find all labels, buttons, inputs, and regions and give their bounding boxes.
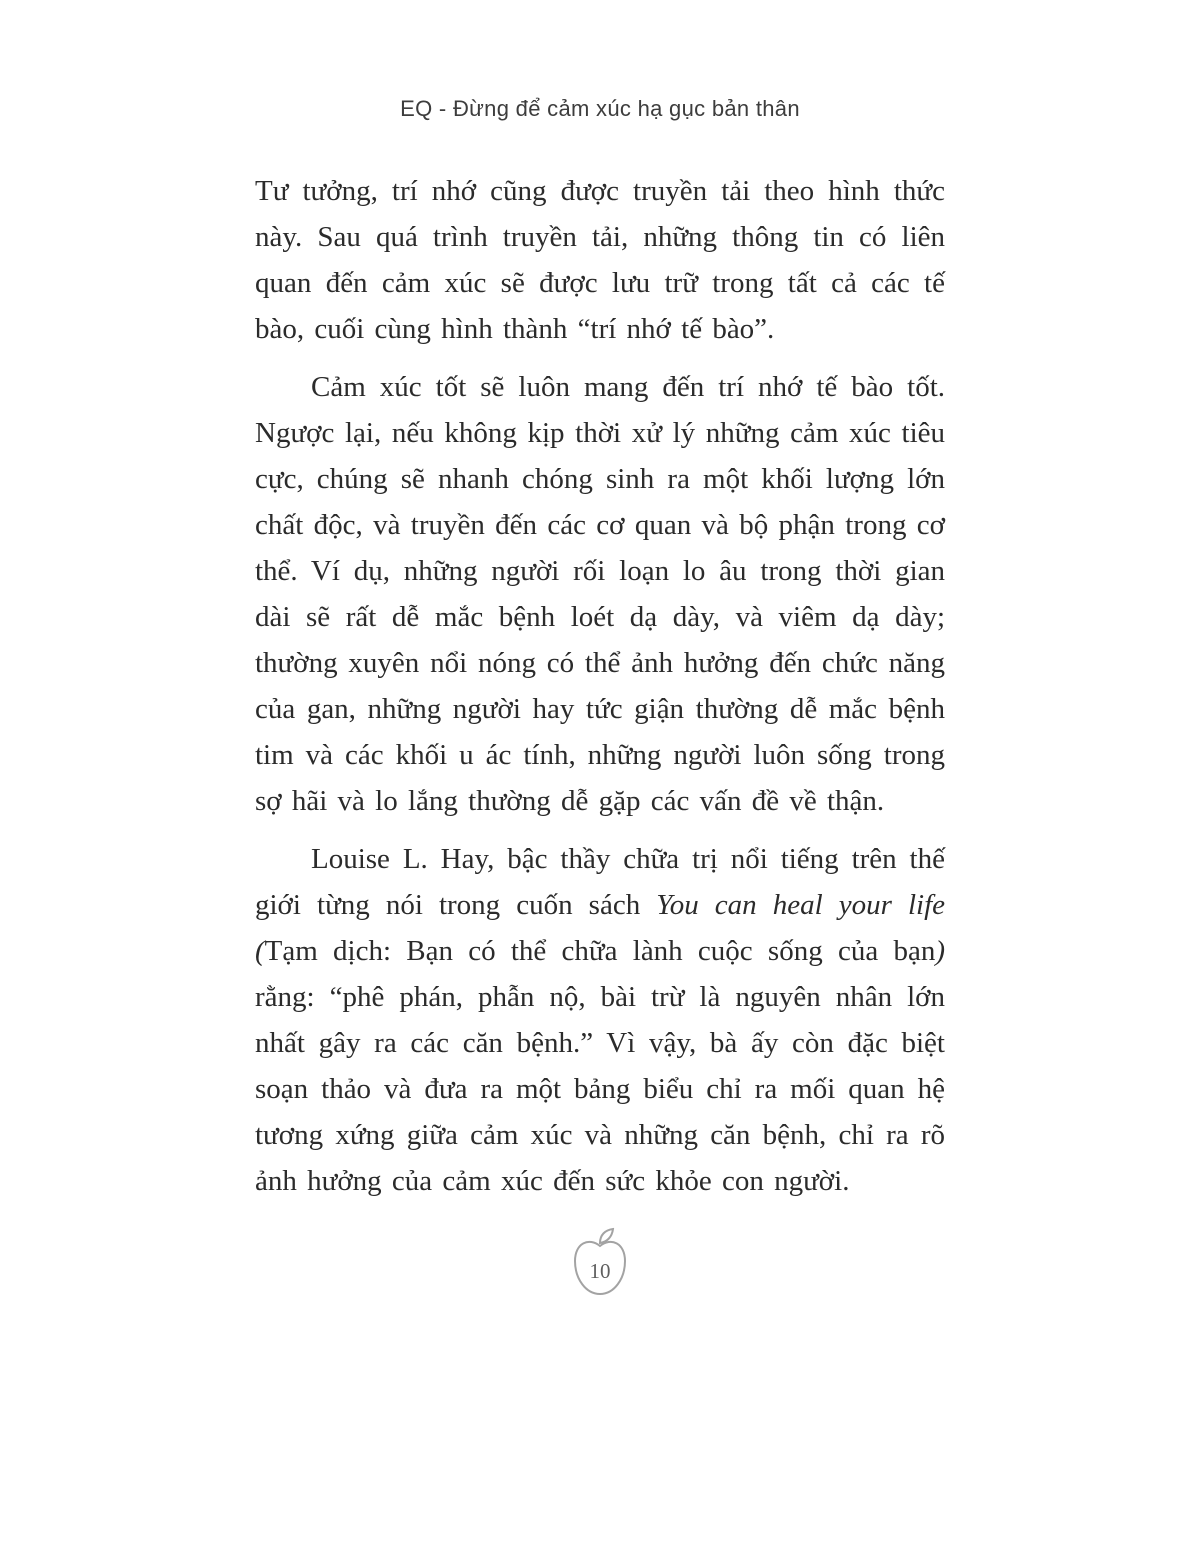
paragraph xyxy=(255,364,945,824)
page-number: 10 xyxy=(589,1259,611,1283)
body-text xyxy=(255,168,945,1204)
italic-text-run: You can heal your life ( xyxy=(255,889,945,967)
paragraph xyxy=(255,168,945,352)
paragraph xyxy=(255,836,945,1204)
text-run: Cảm xúc tốt sẽ luôn mang đến trí nhớ tế bào tốt. Ngược lại, nếu không kịp thời xử lý những cảm xúc tiêu cực, chúng sẽ nhanh chóng sinh ra một khối lượng lớn chất độc, và truyền đến các cơ quan và bộ phận trong cơ thể. Ví dụ, những người rối loạn lo âu trong thời gian dài sẽ rất dễ mắc bệnh loét dạ dày, và viêm dạ dày; thường xuyên nổi nóng có thể ảnh hưởng đến chức năng của gan, những người hay tức giận thường dễ mắc bệnh tim và các khối u ác tính, những người luôn sống trong sợ hãi và lo lắng thường dễ gặp các vấn đề về thận. xyxy=(255,371,945,817)
apple-page-number-icon xyxy=(568,1226,632,1300)
text-run: Tư tưởng, trí nhớ cũng được truyền tải theo hình thức này. Sau quá trình truyền tải, những thông tin có liên quan đến cảm xúc sẽ được lưu trữ trong tất cả các tế bào, cuối cùng hình thành “trí nhớ tế bào”. xyxy=(255,175,945,345)
text-run: Tạm dịch: Bạn có thể chữa lành cuộc sống của bạn xyxy=(264,935,936,967)
page-footer xyxy=(0,1226,1200,1300)
italic-text-run: ) xyxy=(935,935,945,967)
text-run: rằng: “phê phán, phẫn nộ, bài trừ là nguyên nhân lớn nhất gây ra các căn bệnh.” Vì vậy, bà ấy còn đặc biệt soạn thảo và đưa ra một bảng biểu chỉ ra mối quan hệ tương xứng giữa cảm xúc và những căn bệnh, chỉ ra rõ ảnh hưởng của cảm xúc đến sức khỏe con người. xyxy=(255,981,945,1197)
running-header: EQ - Đừng để cảm xúc hạ gục bản thân xyxy=(400,96,800,121)
text-run: Louise L. Hay, bậc thầy chữa trị nổi tiếng trên thế giới từng nói trong cuốn sách xyxy=(255,843,945,921)
